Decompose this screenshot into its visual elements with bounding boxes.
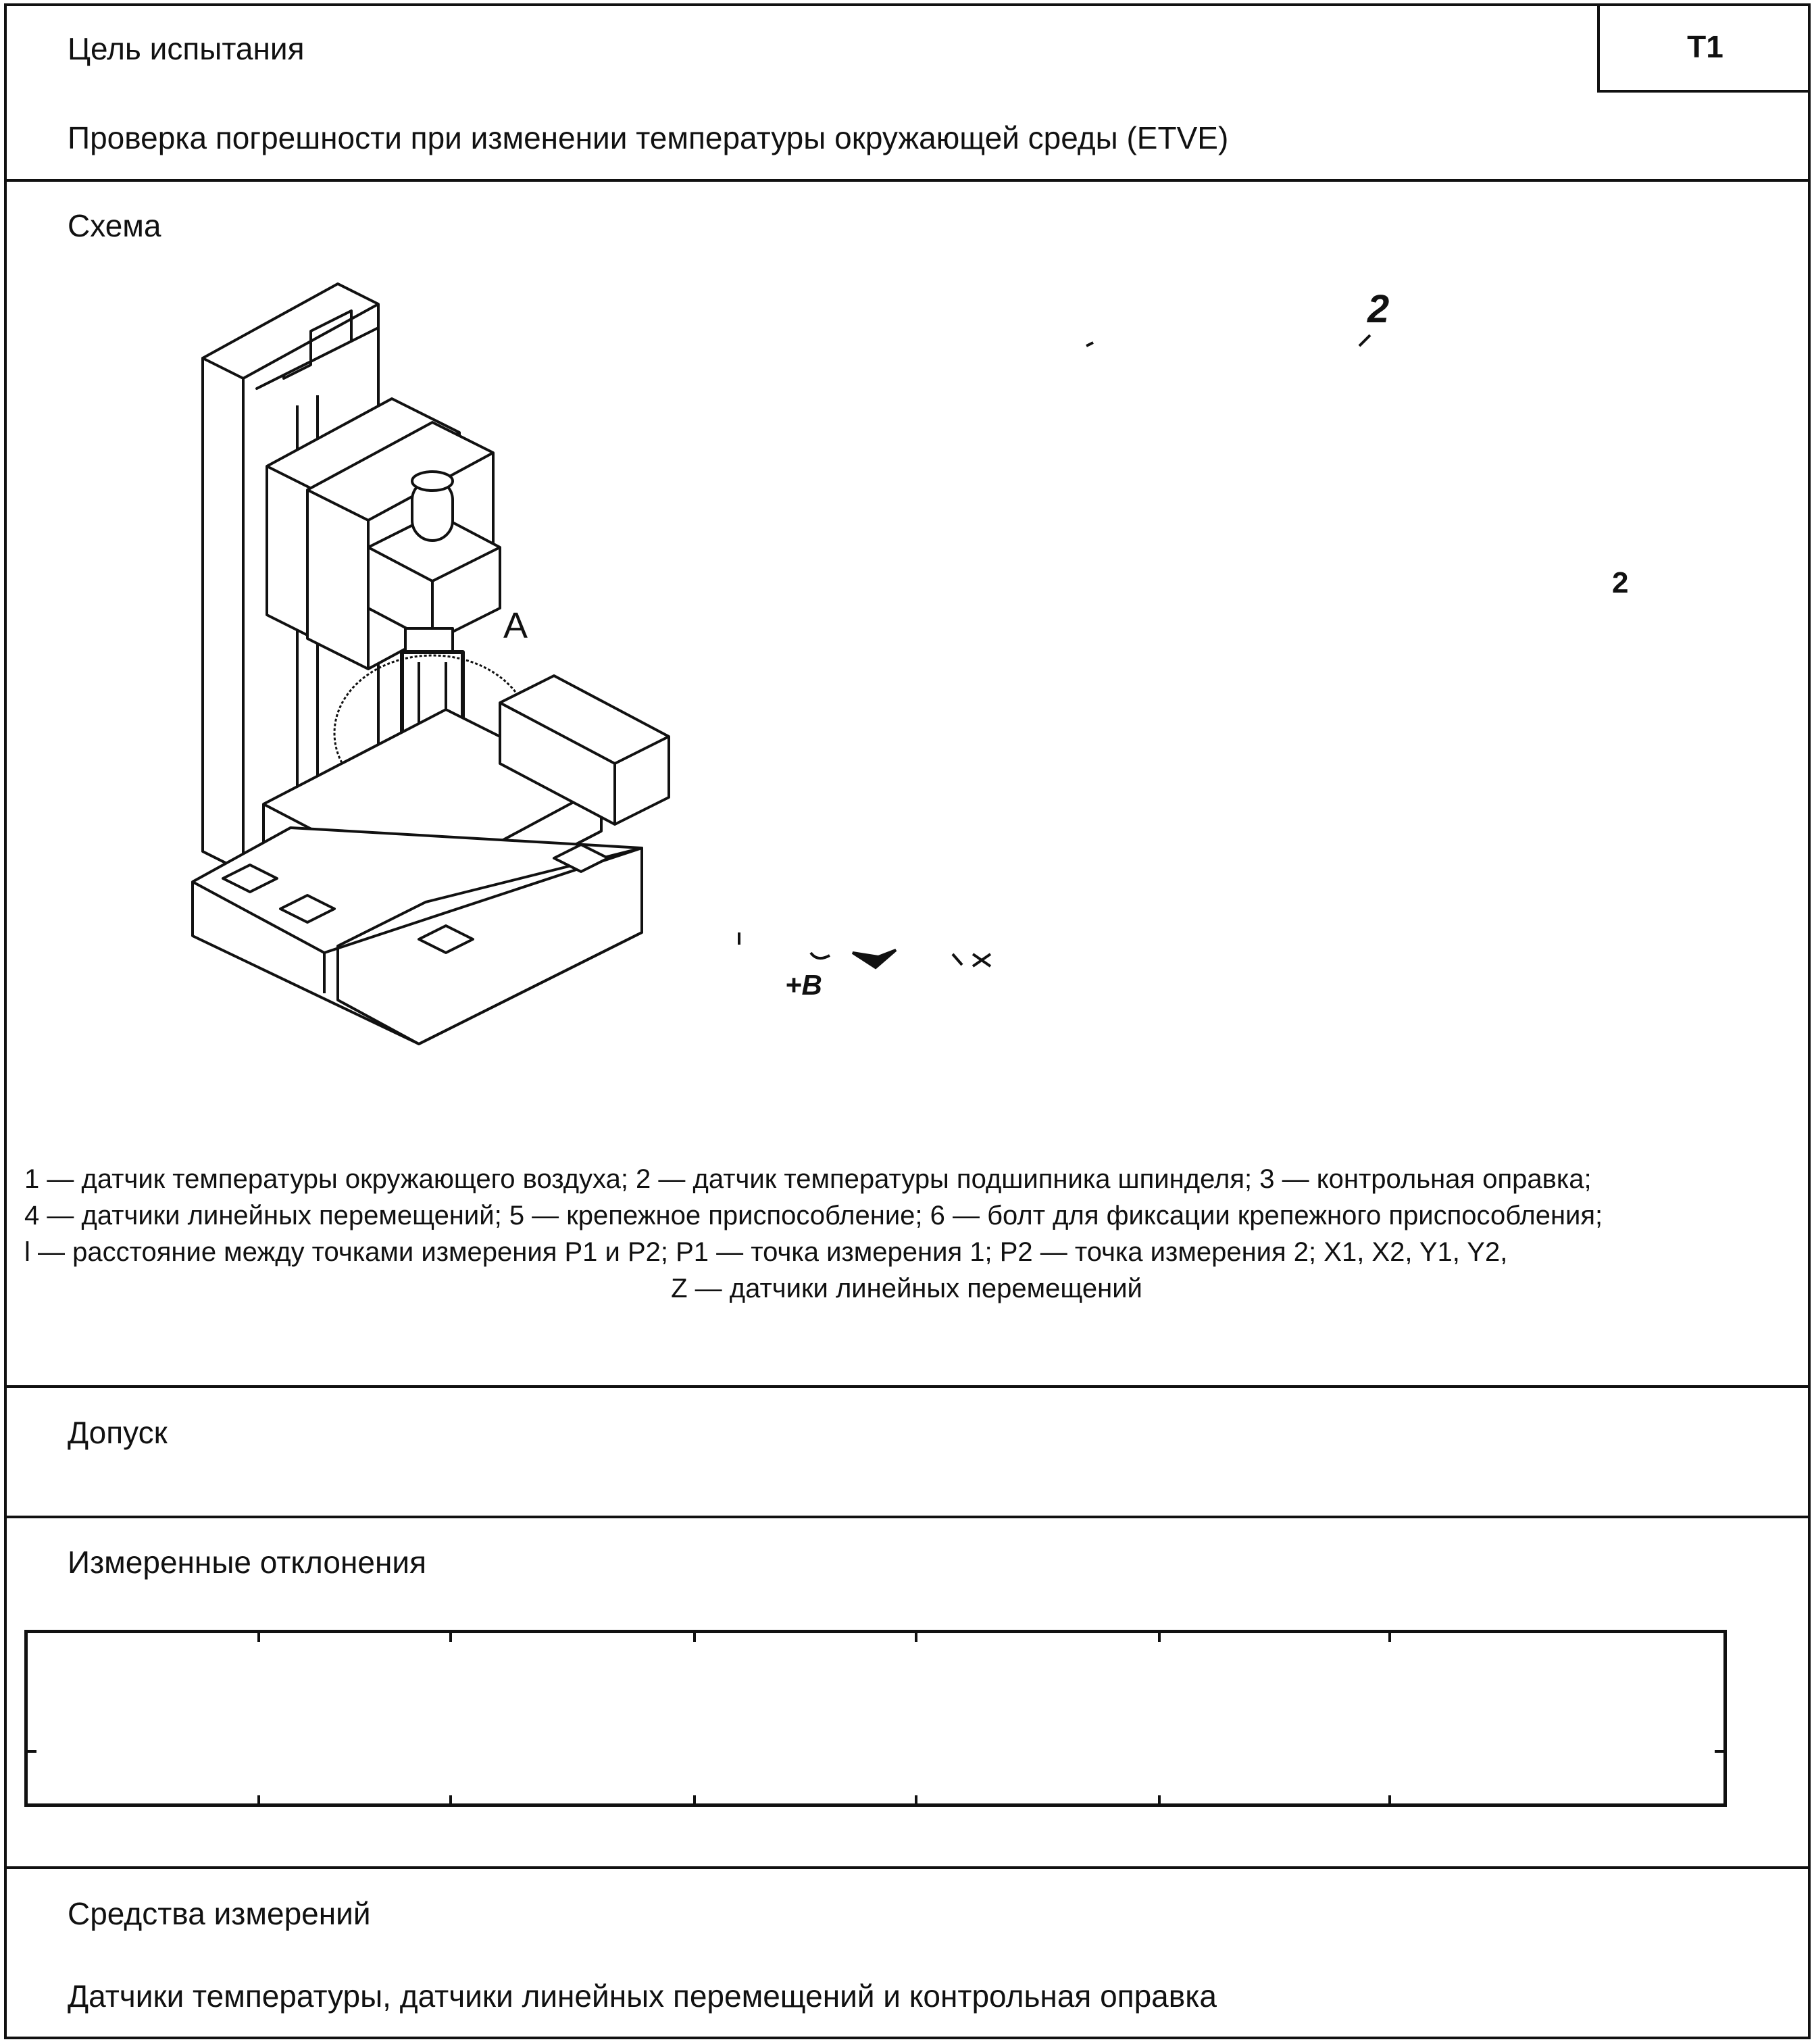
divider (4, 1866, 1811, 1869)
deviations-label: Измеренные отклонения (68, 1545, 426, 1580)
legend-line-1: 1 — датчик температуры окружающего воздуха; 2 — датчик температуры подшипника шпинделя; 3 — контрольная оправка; (24, 1164, 1592, 1194)
axis-label-B: +B (785, 969, 822, 1001)
legend-line-2: 4 — датчики линейных перемещений; 5 — крепежное приспособление; 6 — болт для фиксации крепежного приспособления; (24, 1201, 1603, 1230)
test-title: Проверка погрешности при изменении температуры окружающей среды (ETVE) (68, 120, 1229, 155)
callout-A: A (503, 605, 528, 646)
scheme-label: Схема (68, 208, 161, 243)
label-2-top: 2 (1367, 287, 1390, 331)
tolerance-label: Допуск (68, 1415, 168, 1450)
test-code: T1 (1687, 29, 1723, 64)
legend-line-4: Z — датчики линейных перемещений (671, 1274, 1142, 1303)
label-2-right: 2 (1612, 566, 1629, 599)
test-goal-label: Цель испытания (68, 31, 305, 66)
instruments-label: Средства измерений (68, 1896, 371, 1931)
instruments-text: Датчики температуры, датчики линейных перемещений и контрольная оправка (68, 1978, 1217, 2014)
legend-line-3: l — расстояние между точками измерения P1 и P2; P1 — точка измерения 1; P2 — точка измерения 2; X1, X2, Y1, Y2, (24, 1237, 1508, 1267)
